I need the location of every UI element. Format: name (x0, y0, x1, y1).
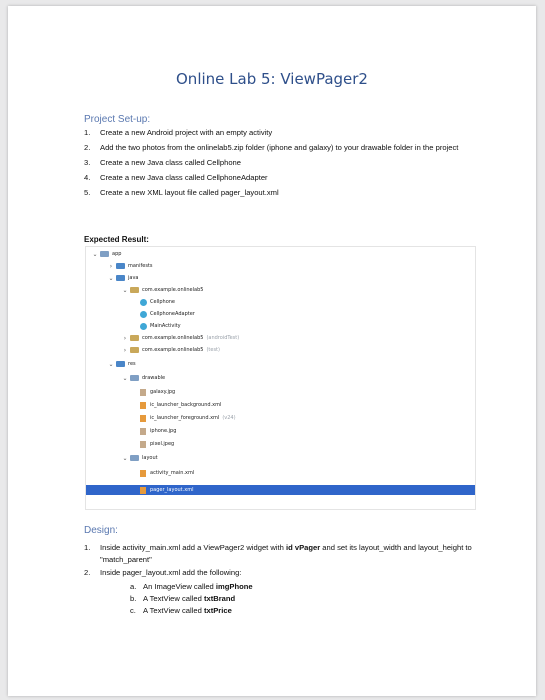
image-file-icon (140, 441, 146, 448)
tree-item-layout[interactable]: ⌄ layout (120, 453, 158, 463)
tree-item-package[interactable]: ⌄ com.example.onlinelab5 (120, 285, 203, 295)
class-icon (140, 299, 147, 306)
folder-icon (116, 275, 125, 281)
chevron-down-icon[interactable]: ⌄ (122, 454, 128, 462)
package-icon (130, 347, 139, 353)
tree-item-java[interactable]: ⌄ java (106, 273, 138, 283)
design-sublist (130, 581, 484, 617)
tree-item-galaxy-jpg[interactable]: galaxy.jpg (140, 387, 175, 397)
design-section (84, 525, 484, 617)
setup-step: 3. Create a new Java class called Cellphone (84, 158, 241, 167)
chevron-right-icon[interactable]: › (109, 262, 113, 270)
tree-item-launcher-foreground[interactable]: ic_launcher_foreground.xml (v24) (140, 413, 236, 423)
design-subitem: c. A TextView called txtPrice (130, 606, 232, 615)
tree-item-manifests[interactable]: › manifests (106, 261, 153, 271)
expected-result-heading: Expected Result: (84, 235, 149, 244)
image-file-icon (140, 389, 146, 396)
tree-item-drawable[interactable]: ⌄ drawable (120, 373, 165, 383)
setup-steps-list (84, 127, 484, 202)
tree-item-pixel-jpeg[interactable]: pixel.jpeg (140, 439, 174, 449)
setup-step: 5. Create a new XML layout file called pager_layout.xml (84, 188, 279, 197)
tree-item-cellphone-adapter[interactable]: CellphoneAdapter (140, 309, 195, 319)
xml-file-icon (140, 470, 146, 477)
folder-icon (130, 375, 139, 381)
folder-icon (100, 251, 109, 257)
design-list (84, 542, 484, 579)
page-title: Online Lab 5: ViewPager2 (176, 70, 368, 88)
chevron-down-icon[interactable]: ⌄ (108, 360, 114, 368)
tree-item-res[interactable]: ⌄ res (106, 359, 136, 369)
xml-file-icon (140, 415, 146, 422)
class-icon (140, 311, 147, 318)
chevron-down-icon[interactable]: ⌄ (92, 250, 98, 258)
project-tree-screenshot (85, 246, 476, 510)
project-setup-heading: Project Set-up: (84, 114, 151, 125)
setup-step: 2. Add the two photos from the onlinelab5.zip folder (iphone and galaxy) to your drawable folder in the project (84, 143, 459, 152)
tree-item-pager-layout-xml[interactable]: pager_layout.xml (86, 485, 475, 495)
tree-item-main-activity[interactable]: MainActivity (140, 321, 181, 331)
chevron-down-icon[interactable]: ⌄ (108, 274, 114, 282)
tree-item-app[interactable]: ⌄ app (90, 249, 121, 259)
tree-item-iphone-jpg[interactable]: iphone.jpg (140, 426, 176, 436)
image-file-icon (140, 428, 146, 435)
folder-icon (116, 263, 125, 269)
xml-file-icon (140, 487, 146, 494)
design-subitem: b. A TextView called txtBrand (130, 594, 236, 603)
chevron-down-icon[interactable]: ⌄ (122, 374, 128, 382)
setup-step: 4. Create a new Java class called CellphoneAdapter (84, 173, 268, 182)
chevron-down-icon[interactable]: ⌄ (122, 286, 128, 294)
folder-icon (116, 361, 125, 367)
design-subitem: a. An ImageView called imgPhone (130, 582, 253, 591)
tree-item-launcher-background[interactable]: ic_launcher_background.xml (140, 400, 221, 410)
package-icon (130, 287, 139, 293)
class-icon (140, 323, 147, 330)
design-item: 1. Inside activity_main.xml add a ViewPager2 widget with id vPager and set its layout_width and layout_height to "match_parent" (84, 543, 472, 564)
setup-step: 1. Create a new Android project with an empty activity (84, 128, 273, 137)
design-item: 2. Inside pager_layout.xml add the following: (84, 568, 242, 577)
tree-item-activity-main-xml[interactable]: activity_main.xml (140, 468, 194, 478)
folder-icon (130, 455, 139, 461)
chevron-right-icon[interactable]: › (123, 346, 127, 354)
tree-item-package-test[interactable]: › com.example.onlinelab5 (test) (120, 345, 220, 355)
chevron-right-icon[interactable]: › (123, 334, 127, 342)
document-page (8, 6, 536, 696)
design-heading: Design: (84, 525, 118, 536)
xml-file-icon (140, 402, 146, 409)
tree-item-package-androidtest[interactable]: › com.example.onlinelab5 (androidTest) (120, 333, 239, 343)
package-icon (130, 335, 139, 341)
tree-item-cellphone[interactable]: Cellphone (140, 297, 175, 307)
